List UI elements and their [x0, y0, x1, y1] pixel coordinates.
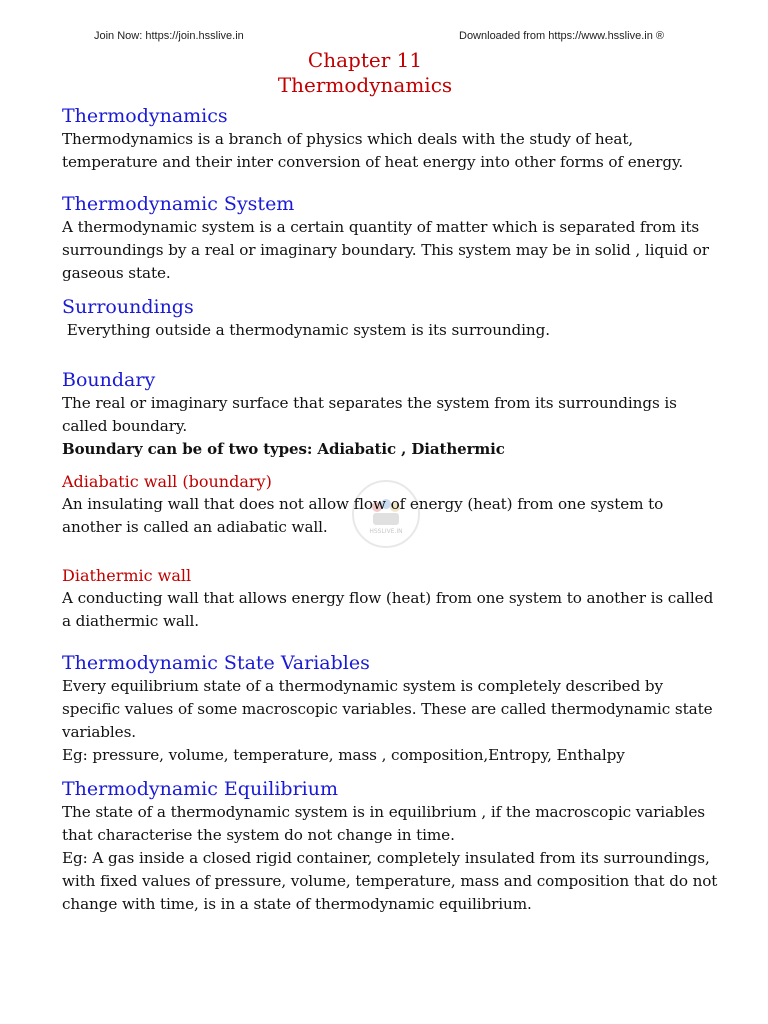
chapter-title	[0, 48, 730, 98]
text-surroundings: Everything outside a thermodynamic system is its surrounding.	[62, 321, 550, 339]
text-thermodynamic-equilibrium: The state of a thermodynamic system is in equilibrium , if the macroscopic variables that characterise the system do not change in time.	[62, 803, 705, 844]
heading-boundary: Boundary	[62, 369, 156, 391]
text-adiabatic-wall: An insulating wall that does not allow flow of energy (heat) from one system to another is called an adiabatic wall.	[62, 495, 664, 536]
text-state-variables-example: Eg: pressure, volume, temperature, mass , composition,Entropy, Enthalpy	[62, 746, 625, 764]
text-thermodynamic-system: A thermodynamic system is a certain quantity of matter which is separated from its surroundings by a real or imaginary boundary. This system may be in solid , liquid or gaseous state.	[62, 218, 709, 282]
heading-state-variables: Thermodynamic State Variables	[62, 652, 370, 674]
chapter-name: Thermodynamics	[277, 73, 453, 97]
heading-diathermic-wall: Diathermic wall	[62, 566, 192, 585]
text-boundary-types: Boundary can be of two types: Adiabatic , Diathermic	[62, 440, 505, 458]
heading-thermodynamics: Thermodynamics	[62, 105, 228, 127]
text-diathermic-wall: A conducting wall that allows energy flow (heat) from one system to another is called a diathermic wall.	[62, 589, 714, 630]
heading-thermodynamic-equilibrium: Thermodynamic Equilibrium	[62, 778, 339, 800]
text-state-variables: Every equilibrium state of a thermodynamic system is completely described by specific values of some macroscopic variables. These are called thermodynamic state variables.	[62, 677, 713, 741]
watermark-text: HSSLIVE.IN	[369, 528, 403, 535]
heading-thermodynamic-system: Thermodynamic System	[62, 193, 295, 215]
text-thermodynamics: Thermodynamics is a branch of physics which deals with the study of heat, temperature and their inter conversion of heat energy into other forms of energy.	[62, 130, 684, 171]
document-body	[62, 104, 722, 916]
heading-adiabatic-wall: Adiabatic wall (boundary)	[62, 472, 272, 491]
text-boundary: The real or imaginary surface that separates the system from its surroundings is called boundary.	[62, 394, 677, 435]
header-join-link[interactable]: Join Now: https://join.hsslive.in	[94, 30, 244, 42]
heading-surroundings: Surroundings	[62, 296, 194, 318]
chapter-number: Chapter 11	[307, 48, 423, 72]
header-download-link[interactable]: Downloaded from https://www.hsslive.in ®	[459, 30, 664, 42]
text-thermodynamic-equilibrium-example: Eg: A gas inside a closed rigid container, completely insulated from its surroundings, with fixed values of pressure, volume, temperature, mass and composition that do not change with time, is in a state of thermodynamic equilibrium.	[62, 849, 718, 913]
